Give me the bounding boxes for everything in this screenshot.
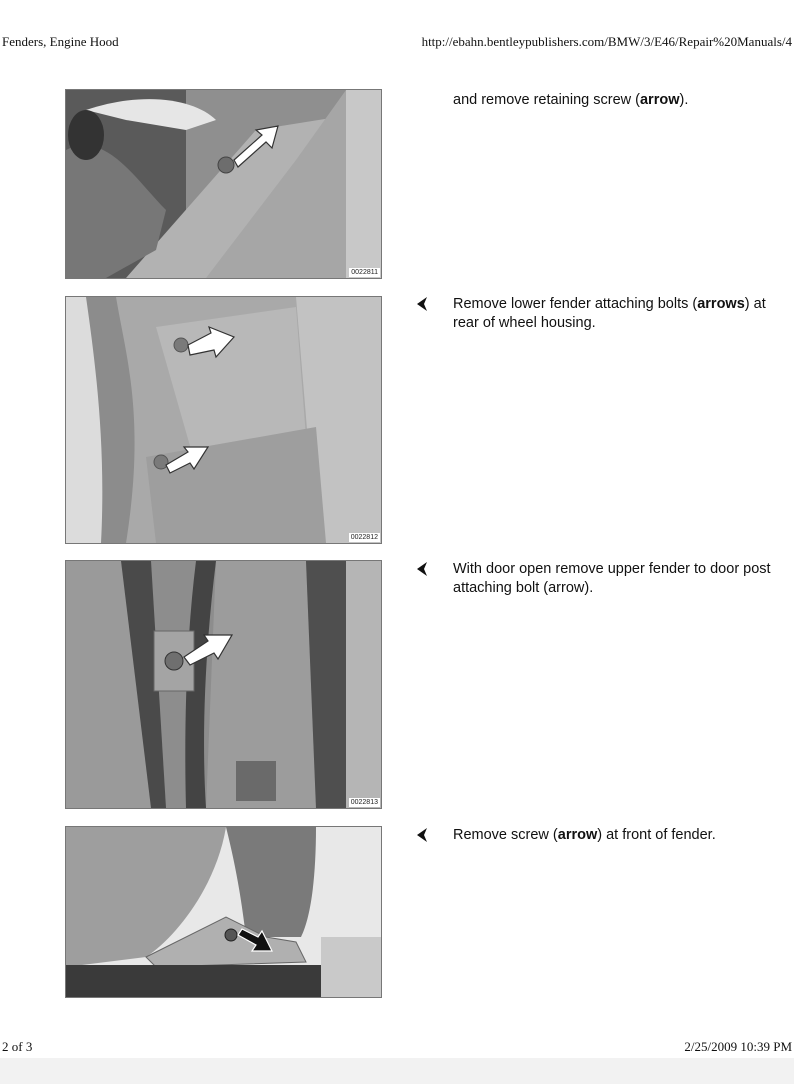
footer-datetime: 2/25/2009 10:39 PM [684,1039,792,1054]
figure-door-post-bolt [65,560,382,809]
figure-front-fender-screw [65,826,382,998]
figure-wheel-housing-bolts [65,296,382,544]
figure-2-photo [66,297,381,543]
left-pointer-icon [413,559,431,579]
step-text: and remove retaining screw (arrow). [453,92,689,108]
figure-4-photo [66,827,381,997]
step-text: Remove lower fender attaching bolts (arrows) at rear of wheel housing. [453,296,766,331]
footer-page-number: 2 of 3 [2,1039,33,1054]
left-pointer-icon [413,825,431,845]
figure-3-photo [66,561,381,808]
header-url[interactable]: http://ebahn.bentleypublishers.com/BMW/3/E46/Repair%20Manuals/4 [421,34,792,49]
left-pointer-icon [413,294,431,314]
step-text: Remove screw (arrow) at front of fender. [453,827,716,843]
step-text: With door open remove upper fender to door post attaching bolt (arrow). [453,561,771,596]
figure-id: 0022813 [350,799,378,806]
figure-id: 0022811 [351,269,378,276]
figure-id: 0022812 [350,534,378,541]
figure-retaining-screw [65,89,382,279]
figure-1-photo [66,90,381,278]
header-title: Fenders, Engine Hood [2,34,119,49]
